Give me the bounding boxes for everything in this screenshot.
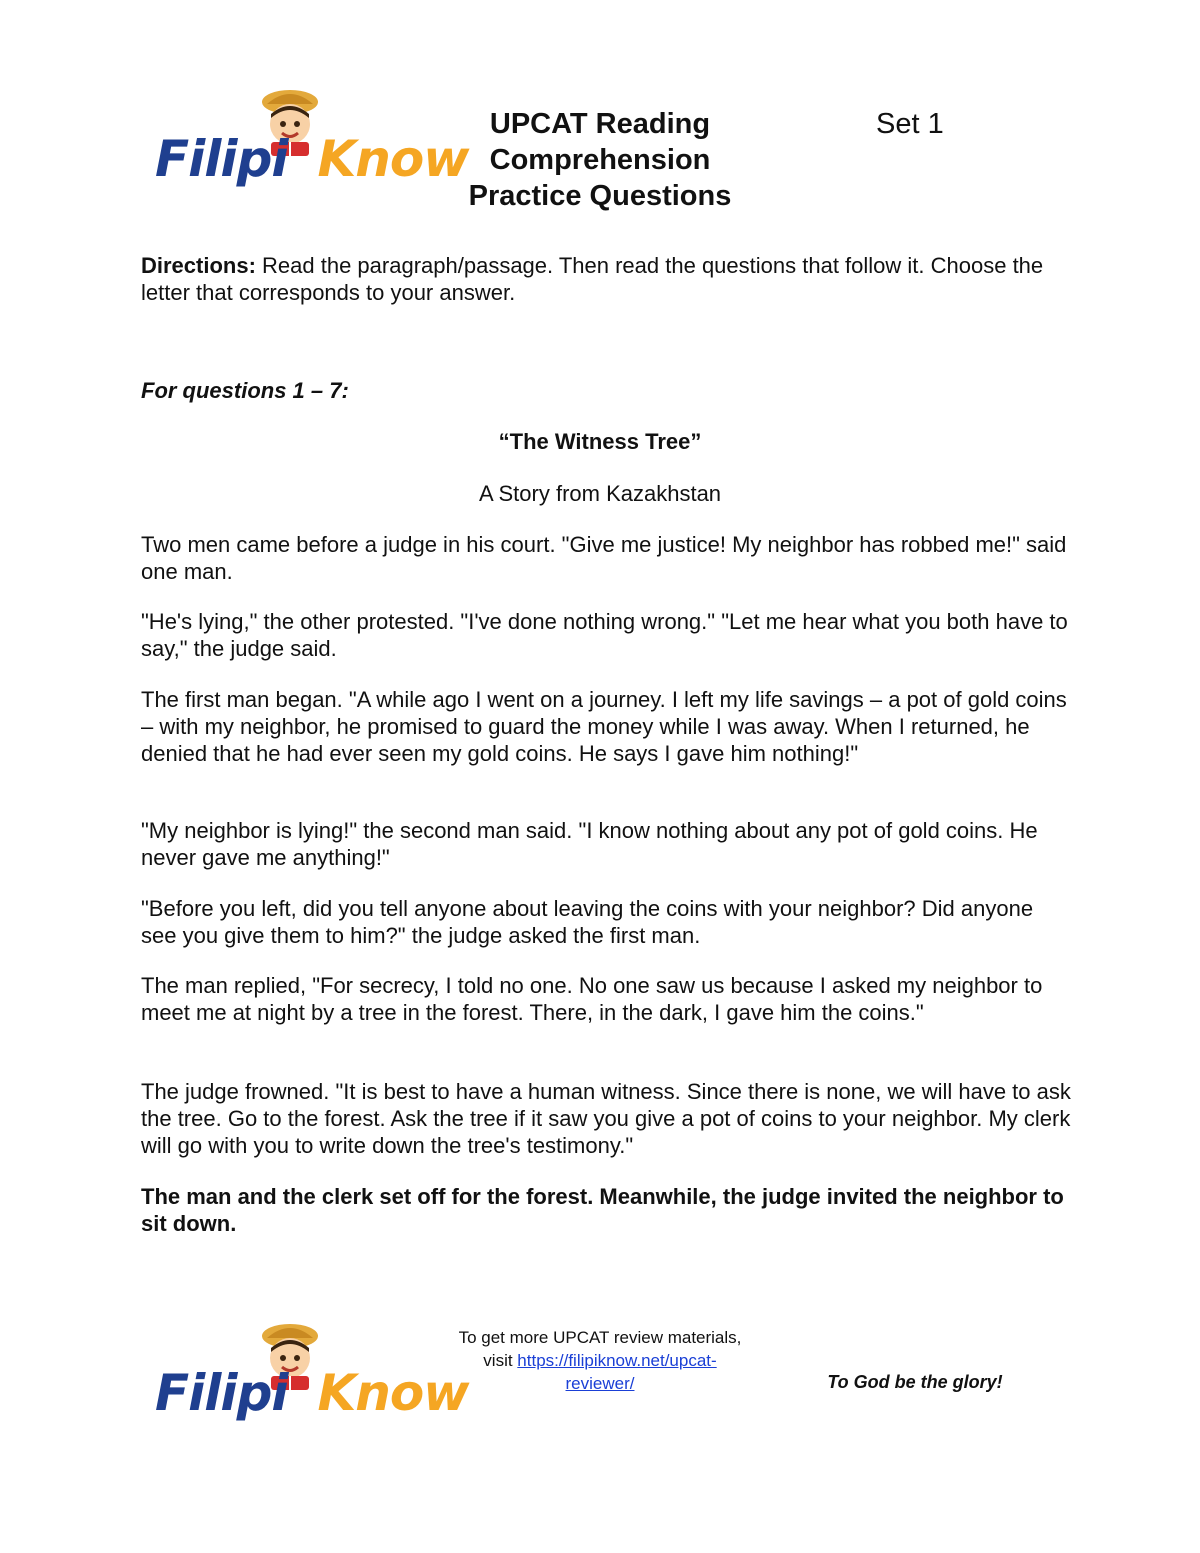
story-paragraph: The man replied, "For secrecy, I told no one. No one saw us because I asked my neighbor to meet me at night by a tree in the forest. There, in the dark, I gave him the coins." <box>141 973 1043 1025</box>
story-paragraph: "My neighbor is lying!" the second man said. "I know nothing about any pot of gold coins. He never gave me anything!" <box>141 818 1038 870</box>
page-title: UPCAT Reading Comprehension Practice Questions <box>468 108 732 212</box>
story-paragraph: The first man began. "A while ago I went on a journey. I left my life savings – a pot of gold coins – with my neighbor, he promised to guard the money while I was away. When I returned, he denied that he had ever seen my gold coins. He says I gave him nothing!" <box>141 687 1067 766</box>
footer-review-note <box>450 1326 750 1395</box>
set-label: Set 1 <box>876 108 944 140</box>
story-paragraph: The man and the clerk set off for the forest. Meanwhile, the judge invited the neighbor to sit down. <box>141 1184 1064 1236</box>
story-paragraph: The judge frowned. "It is best to have a human witness. Since there is none, we will have to ask the tree. Go to the forest. Ask the tree if it saw you give a pot of coins to your neighbor. My clerk will go with you to write down the tree's testimony." <box>141 1079 1071 1158</box>
logo-wordmark <box>155 130 469 188</box>
header-logo <box>155 88 469 188</box>
footer-glory: To God be the glory! <box>827 1372 1003 1392</box>
logo-text-filipi: Filipi <box>155 130 288 188</box>
footer-line1: To get more UPCAT review materials, <box>458 1328 742 1347</box>
footer-visit: visit <box>483 1351 518 1370</box>
directions-text: Read the paragraph/passage. Then read the questions that follow it. Choose the letter that corresponds to your answer. <box>141 253 1044 305</box>
logo-text-know: Know <box>317 130 469 188</box>
logo-text-filipi: Filipi <box>155 1364 288 1422</box>
story-paragraph: "Before you left, did you tell anyone about leaving the coins with your neighbor? Did anyone see you give them to him?" the judge asked the first man. <box>141 896 1034 948</box>
logo-wordmark <box>155 1364 469 1422</box>
story-subtitle: A Story from Kazakhstan <box>478 481 722 506</box>
directions-label: Directions: <box>141 253 256 278</box>
questions-label: For questions 1 – 7: <box>141 378 349 403</box>
footer-logo <box>155 1322 469 1422</box>
directions <box>141 252 1091 306</box>
story-paragraph: "He's lying," the other protested. "I've done nothing wrong." "Let me hear what you both have to say," the judge said. <box>141 609 1068 661</box>
story-paragraph: Two men came before a judge in his court. "Give me justice! My neighbor has robbed me!" said one man. <box>141 532 1067 584</box>
logo-text-know: Know <box>317 1364 469 1422</box>
reviewer-link[interactable]: https://filipiknow.net/upcat-reviewer/ <box>517 1351 717 1393</box>
story-title: “The Witness Tree” <box>498 429 702 454</box>
